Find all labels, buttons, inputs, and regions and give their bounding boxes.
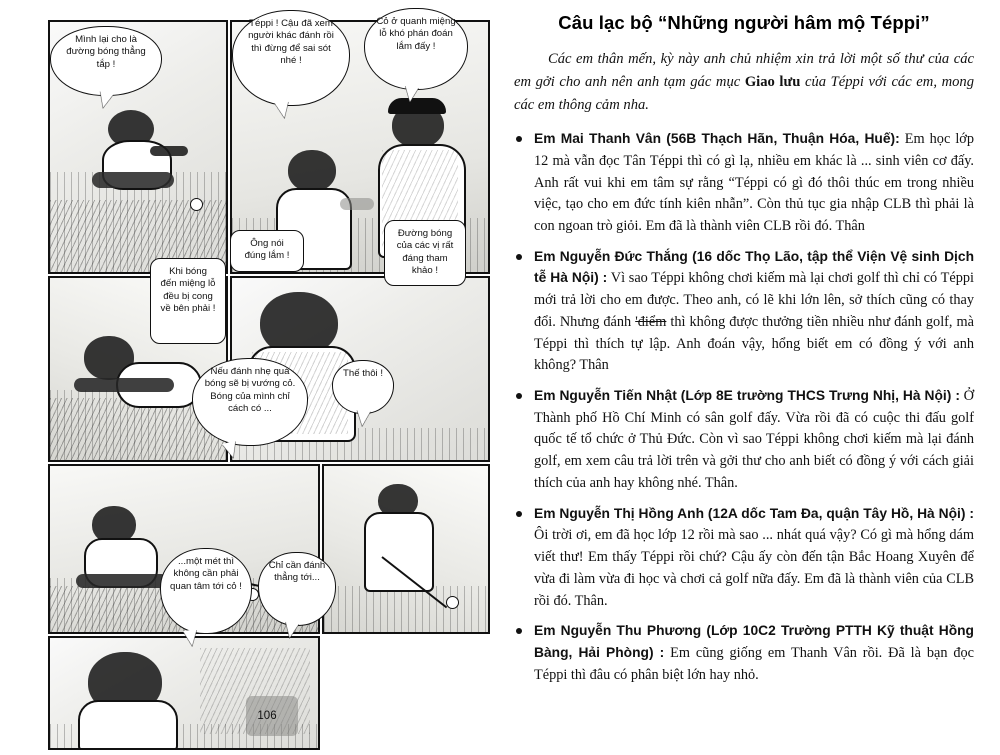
balloon-tail-10 bbox=[283, 621, 300, 639]
letter-quote: 'điểm bbox=[635, 313, 667, 330]
letter-body-part-1: Em học lớp 12 mà vẫn đọc Tân Téppi thì có gì lạ, nhiều em khác là ... sinh viên cơ đấy. Anh rất vui khi em tâm sự rằng bbox=[534, 131, 975, 191]
letter-body-part-1: Ở Thành phố Hồ Chí Minh có sân golf đấy. Vừa rồi đã có cuộc thi đấu golf quốc tế tổ chức ở Thủ Đức. Còn vì sao Téppi không chơi kiếm mà lại đánh golf, em xem câu trả lời trên và gởi thư cho anh biết có đồng ý với cách giải thích của anh hay không nhé. Thân. bbox=[534, 388, 974, 491]
letter-sender: Em Mai Thanh Vân (56B Thạch Hãn, Thuận Hóa, Huế): bbox=[534, 131, 900, 147]
speech-balloon-4: Ông nói đúng lắm ! bbox=[230, 230, 304, 272]
page-title: Câu lạc bộ “Những người hâm mộ Téppi” bbox=[558, 12, 930, 33]
letter-body-part-1: Ôi trời ơi, em đã học lớp 12 rồi mà sao ... nhát quá vậy? Có gì mà hổng dám viết thư! Em thấy Téppi rồi chứ? Cậu ấy còn đến tận Bắc Hoang Xuyên để vừa đi làm vừa đi học và chơi cả golf nữa đấy. Em đã là thành viên của CLB rồi đó. Thân. bbox=[534, 527, 974, 609]
bullet-icon bbox=[516, 511, 522, 517]
speech-balloon-10: Chỉ cần đánh thẳng tới... bbox=[258, 552, 336, 626]
speech-balloon-2: Téppi ! Cậu đã xem người khác đánh rồi thì đừng để sai sót nhé ! bbox=[232, 10, 350, 106]
letter-body-part-2: thì không được thưởng tiền nhiều như đánh golf, mà Téppi thì thích tự lập. Anh đoán vậy, hổng biết em có đồng ý với anh không? Thân bbox=[534, 313, 974, 374]
letter-sender: Em Nguyễn Đức Thắng (16 dốc Thọ Lão, tập thể Viện Vệ sinh Dịch tễ Hà Nội) : bbox=[534, 248, 974, 286]
list-item bbox=[514, 504, 974, 613]
speech-balloon-3: Cỏ ở quanh miệng lỗ khó phán đoán lắm đấy ! bbox=[364, 8, 468, 90]
speech-balloon-1: Mình lại cho là đường bóng thẳng tắp ! bbox=[50, 26, 162, 96]
letter-sender: Em Nguyễn Thu Phương (Lớp 10C2 Trường PTTH Kỹ thuật Hồng Bàng, Hải Phòng) : bbox=[534, 623, 974, 660]
article-page bbox=[500, 0, 1000, 755]
bullet-icon bbox=[516, 393, 522, 399]
list-item bbox=[514, 621, 974, 686]
letter-body-part-2: . Còn thủ tục gia nhập CLB thì phải là con ngoan trò giỏi. Em đã là thành viên CLB rồi đó. Thân bbox=[534, 196, 974, 235]
balloon-tail-8 bbox=[355, 409, 371, 426]
letter-quote: “Téppi có gì đó thôi thúc em trong nhiều việc, tạo cho em đức tính kiên nhẫn” bbox=[534, 174, 975, 213]
bullet-icon bbox=[516, 628, 522, 634]
letters-list bbox=[514, 129, 974, 686]
bullet-icon bbox=[516, 254, 522, 260]
speech-balloon-5: Đường bóng của các vị rất đáng tham khảo ! bbox=[384, 220, 466, 286]
intro-bold-term: Giao lưu bbox=[744, 74, 801, 91]
letter-sender: Em Nguyễn Thị Hồng Anh (12A dốc Tam Đa, quận Tây Hồ, Hà Nội) : bbox=[534, 505, 974, 521]
page-number: 106 bbox=[257, 710, 277, 722]
intro-text-part-1: Các em thân mến, kỳ này anh chủ nhiệm xin trả lời một số thư của các em gởi cho anh nên anh tạm gác mục bbox=[514, 51, 974, 91]
intro-text-part-2: của Téppi với các em, mong các em thông cảm nha. bbox=[514, 74, 974, 114]
speech-balloon-7: Nếu đánh nhẹ quá bóng sẽ bị vướng cỏ. Bóng của mình chỉ cách có ... bbox=[192, 358, 308, 446]
letter-body-part-1: Vì sao Téppi không chơi kiếm mà lại chơi golf thì chỉ có Téppi mới trả lời cho em được. Theo anh, có lẽ khi lớn lên, sở thích cũng có thay đổi. Nhưng đánh bbox=[534, 270, 974, 330]
list-item bbox=[514, 247, 974, 377]
comic-panel-grid bbox=[44, 8, 490, 728]
intro-paragraph bbox=[514, 48, 974, 117]
bullet-icon bbox=[516, 136, 522, 142]
comic-panel-6 bbox=[322, 464, 490, 634]
balloon-tail-9 bbox=[183, 629, 199, 647]
letter-sender: Em Nguyễn Tiến Nhật (Lớp 8E trường THCS Trưng Nhị, Hà Nội) : bbox=[534, 388, 960, 404]
speech-balloon-6: Khi bóng đến miệng lỗ đều bị cong về bên phải ! bbox=[150, 258, 226, 344]
list-item bbox=[514, 386, 974, 495]
speech-balloon-9: ...một mét thì không cần phải quan tâm tới cỏ ! bbox=[160, 548, 252, 634]
comic-panel-7 bbox=[48, 636, 320, 750]
balloon-tail-2 bbox=[275, 101, 292, 119]
list-item bbox=[514, 129, 974, 238]
letter-body-part-1: Em cũng giống em Thanh Vân rồi. Đã là bạn đọc Téppi thì đâu có phân biệt lớn hay nhỏ. bbox=[534, 644, 974, 683]
speech-balloon-8: Thế thôi ! bbox=[332, 360, 394, 414]
balloon-tail-3 bbox=[403, 85, 419, 103]
